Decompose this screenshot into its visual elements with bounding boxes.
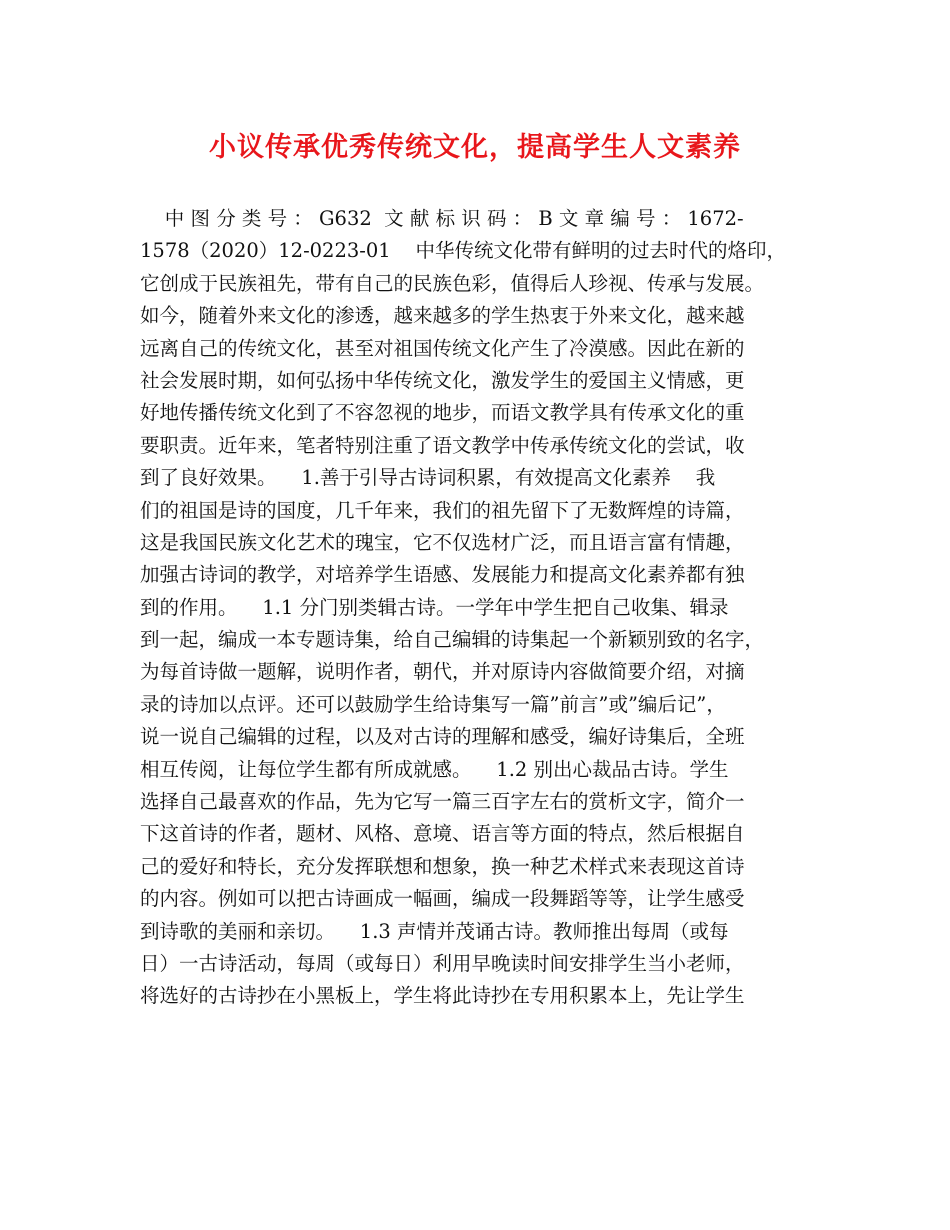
body-line: 加强古诗词的教学，对培养学生语感、发展能力和提高文化素养都有独 [140,563,745,587]
body-line: 远离自己的传统文化，甚至对祖国传统文化产生了冷漠感。因此在新的 [140,336,745,360]
document-title: 小议传承优秀传统文化，提高学生人文素养 [209,132,741,163]
body-line: 社会发展时期，如何弘扬中华传统文化，激发学生的爱国主义情感，更 [140,368,745,392]
body-line: 们的祖国是诗的国度，几千年来，我们的祖先留下了无数辉煌的诗篇， [140,498,745,522]
body-line: 好地传播传统文化到了不容忽视的地步，而语文教学具有传承文化的重 [140,401,745,425]
body-line: 1578（2020）12-0223-01 中华传统文化带有鲜明的过去时代的烙印， [140,239,786,263]
body-text [140,203,820,1013]
body-line: 中 图 分 类 号 ： G632 文 献 标 识 码 ： B 文 章 编 号 ： 1672- [140,207,744,230]
body-line: 的内容。例如可以把古诗画成一幅画，编成一段舞蹈等等，让学生感受 [140,887,745,911]
body-line: 到一起，编成一本专题诗集，给自己编辑的诗集起一个新颖别致的名字， [140,628,765,652]
body-line: 要职责。近年来，笔者特别注重了语文教学中传承传统文化的尝试，收 [140,433,745,457]
body-line: 己的爱好和特长，充分发挥联想和想象，换一种艺术样式来表现这首诗 [140,854,745,878]
body-line: 说一说自己编辑的过程，以及对古诗的理解和感受，编好诗集后，全班 [140,725,745,749]
body-line: 如今，随着外来文化的渗透，越来越多的学生热衷于外来文化，越来越 [140,304,745,328]
body-line: 这是我国民族文化艺术的瑰宝，它不仅选材广泛，而且语言富有情趣， [140,530,745,554]
body-line: 日）一古诗活动，每周（或每日）利用早晚读时间安排学生当小老师， [140,951,745,975]
body-line: 选择自己最喜欢的作品，先为它写一篇三百字左右的赏析文字，简介一 [140,790,745,814]
body-line: 相互传阅，让每位学生都有所成就感。 1.2 别出心裁品古诗。学生 [140,757,729,781]
body-line: 到的作用。 1.1 分门别类辑古诗。一学年中学生把自己收集、辑录 [140,595,729,619]
body-line: 将选好的古诗抄在小黑板上，学生将此诗抄在专用积累本上，先让学生 [140,984,745,1008]
body-line: 它创成于民族祖先，带有自己的民族色彩，值得后人珍视、传承与发展。 [140,271,765,295]
body-line: 下这首诗的作者，题材、风格、意境、语言等方面的特点，然后根据自 [140,822,745,846]
body-line: 到了良好效果。 1.善于引导古诗词积累，有效提高文化素养 我 [140,466,716,490]
body-line: 到诗歌的美丽和亲切。 1.3 声情并茂诵古诗。教师推出每周（或每 [140,919,729,943]
body-line: 为每首诗做一题解，说明作者，朝代，并对原诗内容做简要介绍，对摘 [140,660,745,684]
body-line: 录的诗加以点评。还可以鼓励学生给诗集写一篇”前言”或”编后记”， [140,692,726,716]
